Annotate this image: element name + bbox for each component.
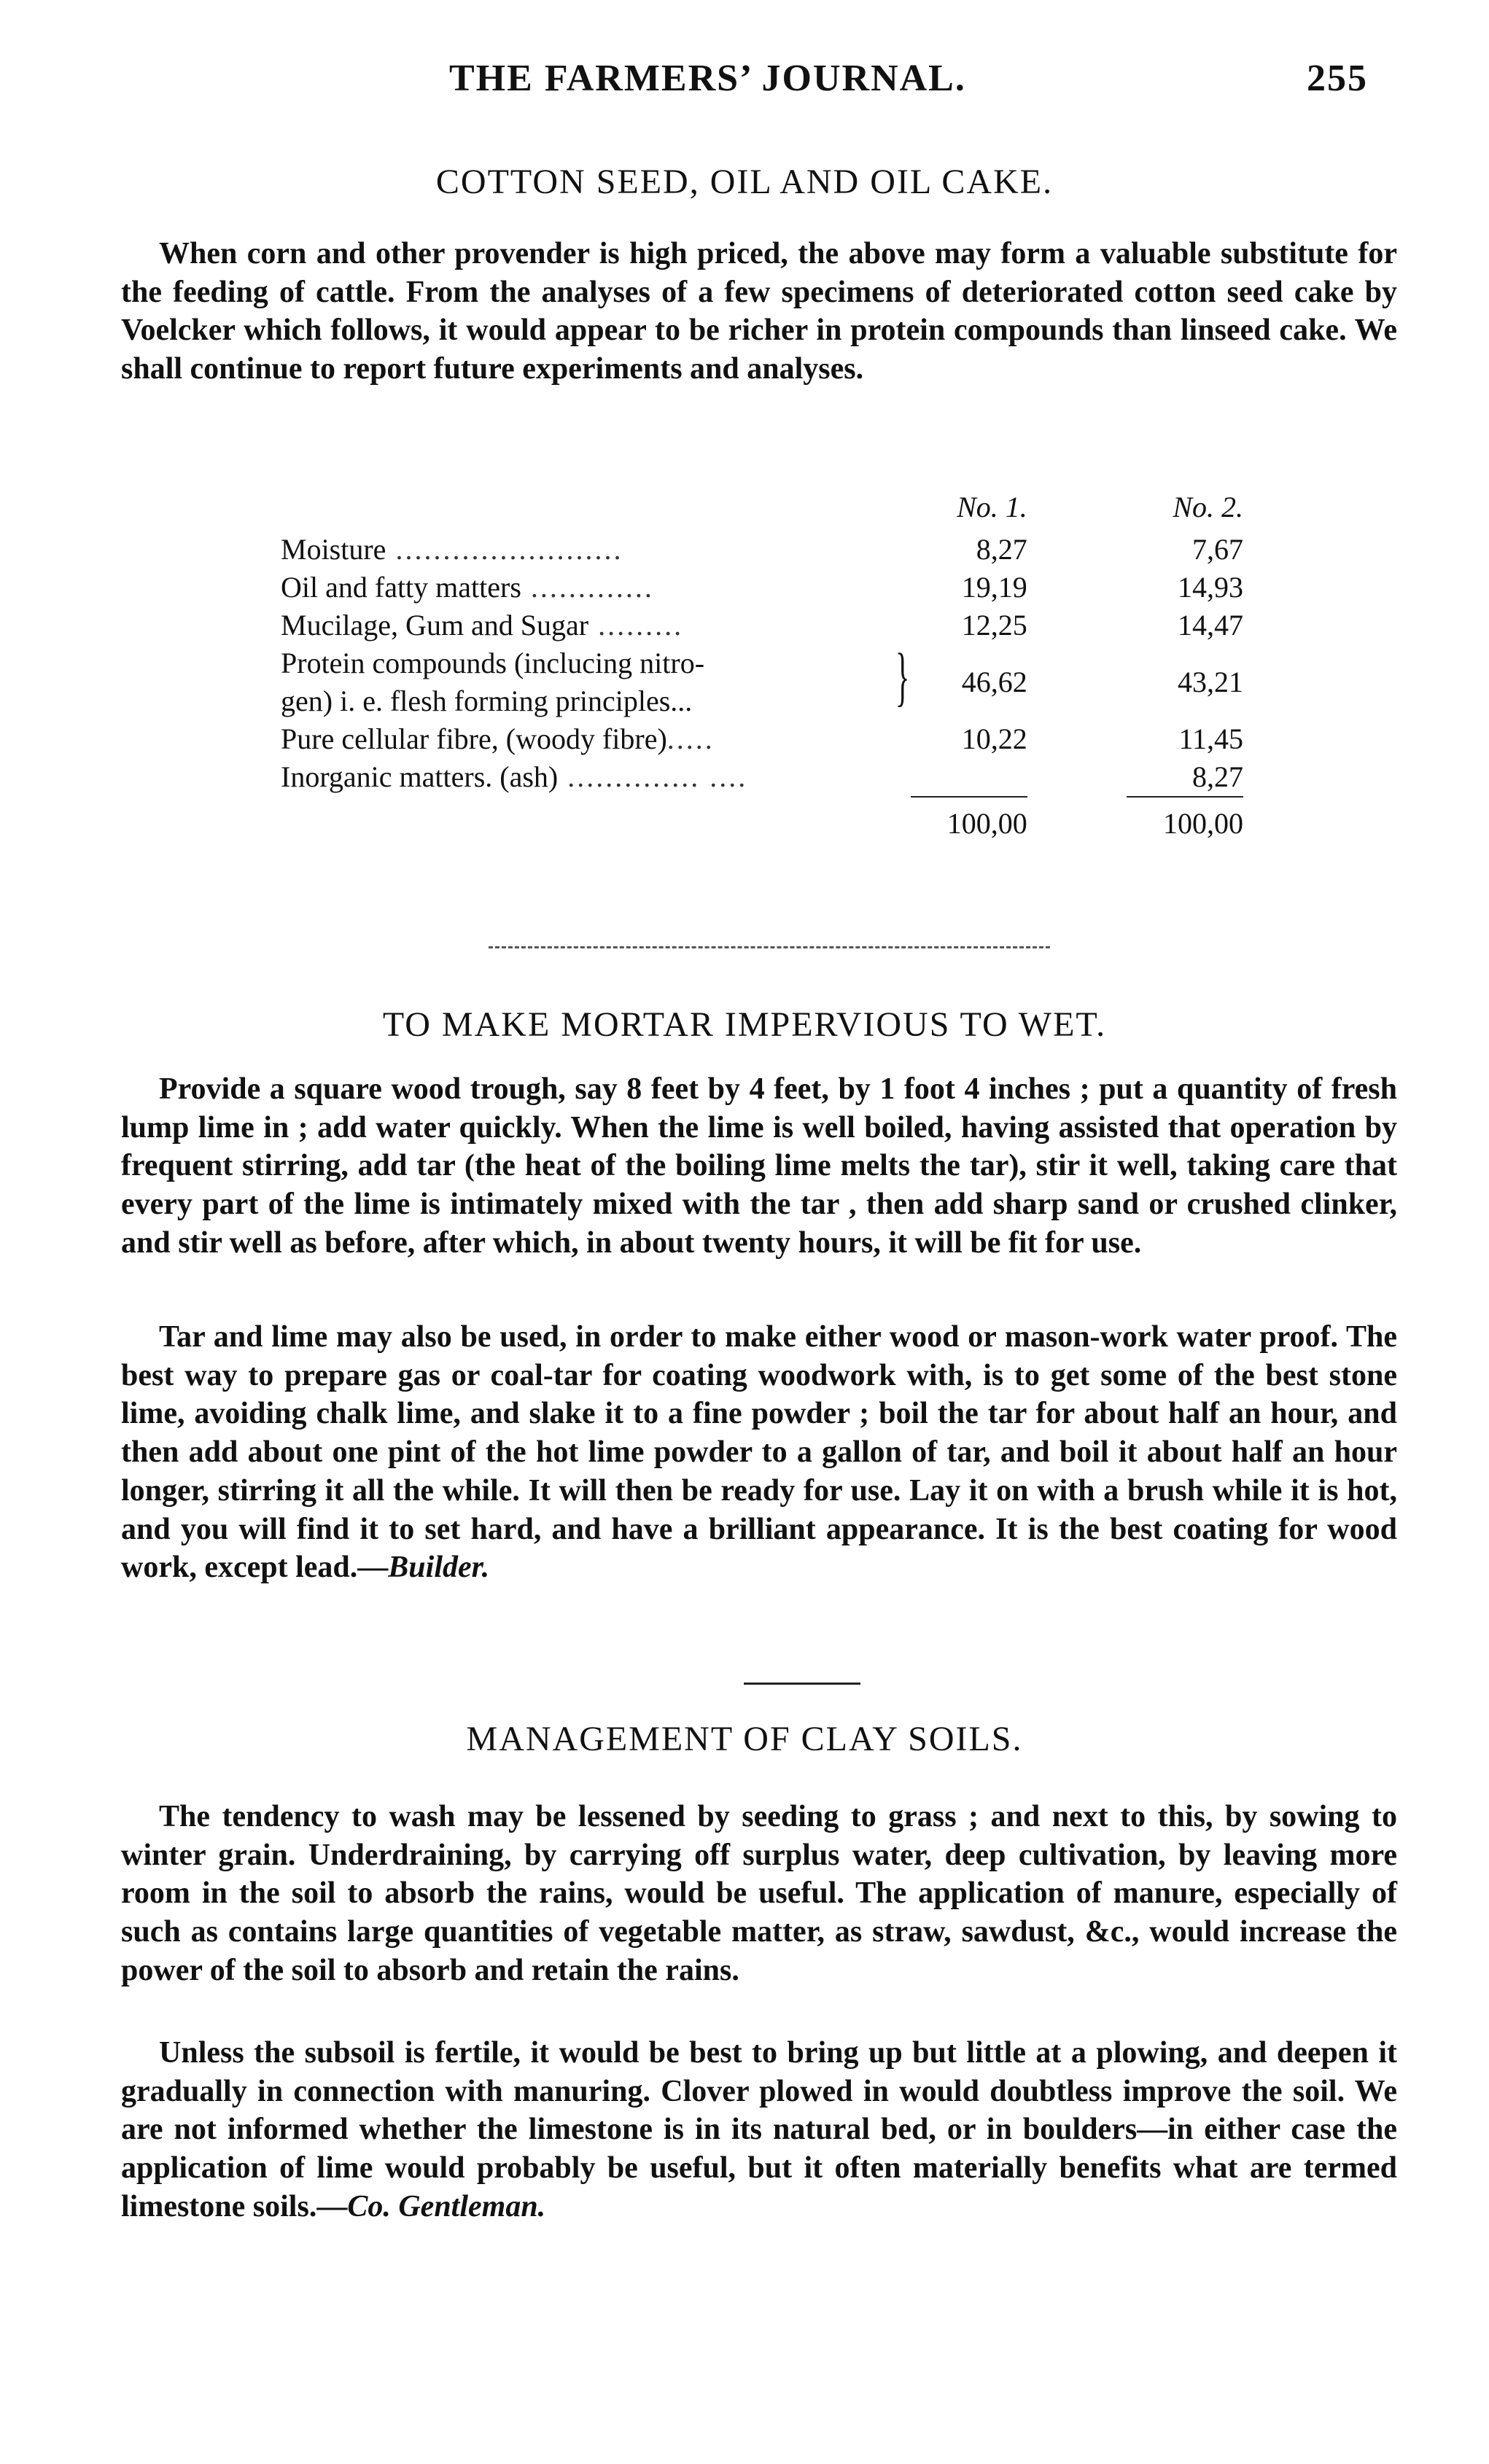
dot-leader: ............. — [521, 571, 654, 604]
cotton-seed-paragraph-text: When corn and other provender is high priced, the above may form a valuable substitute for the feeding of cattle. From the analyses of a few specimens of deteriorated cotton seed cake by Voelcker which follows, it would appear to be richer in protein compounds than linseed cake. We shall continue to report future experiments and analyses. — [121, 237, 1397, 386]
value-no2: 8,27 — [1192, 760, 1243, 793]
value-no2: 14,93 — [1178, 571, 1243, 604]
row-label: Moisture — [281, 533, 386, 566]
mortar-paragraph-2 — [121, 1318, 1397, 1587]
row-label: Pure cellular fibre, (woody fibre) — [281, 722, 667, 755]
table-row — [281, 569, 1243, 607]
total-no2: 100,00 — [1127, 796, 1243, 843]
col-header-no1: No. 1. — [957, 491, 1027, 523]
table-row — [281, 758, 1243, 796]
row-label: Mucilage, Gum and Sugar — [281, 609, 589, 642]
value-no1: 19,19 — [961, 571, 1027, 604]
value-no1: 46,62 — [961, 666, 1027, 698]
row-label-line1: Protein compounds (inclucing nitro- — [281, 647, 705, 679]
brace-icon: } — [895, 641, 909, 713]
clay-paragraph-1-text: The tendency to wash may be lessened by seeding to grass ; and next to this, by sowing to winter grain. Underdraining, by carrying off surplus water, deep cultivation, by leaving more room in the soil to absorb the rains, would be useful. The application of manure, especially of such as contains large quantities of vegetable matter, as straw, sawdust, &c., would increase the power of the soil to absorb and retain the rains. — [121, 1800, 1397, 1987]
value-no1: 8,27 — [976, 533, 1027, 566]
clay-paragraph-2-text: Unless the subsoil is fertile, it would be best to bring up but little at a plowing, and deepen it gradually in connection with manuring. Clover plowed in would doubtless improve the soil. We are not informed whether the limestone is in its natural bed, or in boulders—in either case the application of lime would probably be useful, but it often materially benefits what are termed limestone soils.— — [121, 2036, 1397, 2223]
cotton-seed-paragraph — [121, 235, 1397, 389]
section-divider — [744, 1683, 860, 1685]
value-no1: 10,22 — [961, 722, 1027, 755]
table-row — [281, 531, 1243, 569]
dot-leader: ..... — [666, 722, 715, 755]
value-no1: 12,25 — [961, 609, 1027, 642]
attribution: Co. Gentleman. — [347, 2189, 546, 2223]
section-heading-clay-soils: MANAGEMENT OF CLAY SOILS. — [466, 1720, 1023, 1758]
section-heading-mortar: TO MAKE MORTAR IMPERVIOUS TO WET. — [382, 1005, 1107, 1044]
total-no1: 100,00 — [911, 796, 1027, 843]
value-no2: 7,67 — [1192, 533, 1243, 566]
section-heading-cotton-seed: COTTON SEED, OIL AND OIL CAKE. — [435, 163, 1054, 201]
col-header-no2: No. 2. — [1173, 491, 1243, 523]
attribution: Builder. — [388, 1551, 490, 1585]
section-divider — [489, 946, 1050, 948]
mortar-paragraph-1-text: Provide a square wood trough, say 8 feet by 4 feet, by 1 foot 4 inches ; put a quantity of fresh lump lime in ; add water quickly. When the lime is well boiled, having assisted that operation by frequent stirring, add tar (the heat of the boiling lime melts the tar), stir it well, taking care that every part of the lime is intimately mixed with the tar , then add sharp sand or crushed clinker, and stir well as before, after which, in about twenty hours, it will be fit for use. — [121, 1072, 1397, 1260]
clay-paragraph-2 — [121, 2034, 1397, 2226]
mortar-paragraph-1 — [121, 1070, 1397, 1263]
row-label: Oil and fatty matters — [281, 571, 521, 604]
value-no1 — [911, 758, 1027, 796]
table-row — [281, 607, 1243, 644]
dot-leader: .............. .... — [558, 760, 748, 793]
totals-row — [281, 796, 1243, 843]
clay-paragraph-1 — [121, 1798, 1397, 1990]
table-row — [281, 644, 1243, 720]
analysis-table — [281, 488, 1243, 843]
table-header-row — [281, 488, 1243, 531]
value-no2: 14,47 — [1178, 609, 1243, 642]
running-head — [0, 57, 1489, 115]
dot-leader: ........................ — [386, 533, 623, 566]
value-no2: 43,21 — [1178, 666, 1243, 698]
running-title: THE FARMERS’ JOURNAL. — [449, 58, 966, 99]
row-label: Inorganic matters. (ash) — [281, 760, 559, 793]
mortar-paragraph-2-text: Tar and lime may also be used, in order to make either wood or mason-work water proof. The best way to prepare gas or coal-tar for coating woodwork with, is to get some of the best stone lime, avoiding chalk lime, and slake it to a fine powder ; boil the tar for about half an hour, and then add about one pint of the hot lime powder to a gallon of tar, and boil it about half an hour longer, stirring it all the while. It will then be ready for use. Lay it on with a brush while it is hot, and you will find it to set hard, and have a brilliant appearance. It is the best coating for wood work, except lead.— — [121, 1320, 1397, 1585]
dot-leader: ......... — [588, 609, 684, 642]
page-number: 255 — [1307, 58, 1368, 99]
row-label-line2: gen) i. e. flesh forming principles... — [281, 685, 693, 717]
table-row — [281, 720, 1243, 758]
value-no2: 11,45 — [1178, 722, 1243, 755]
